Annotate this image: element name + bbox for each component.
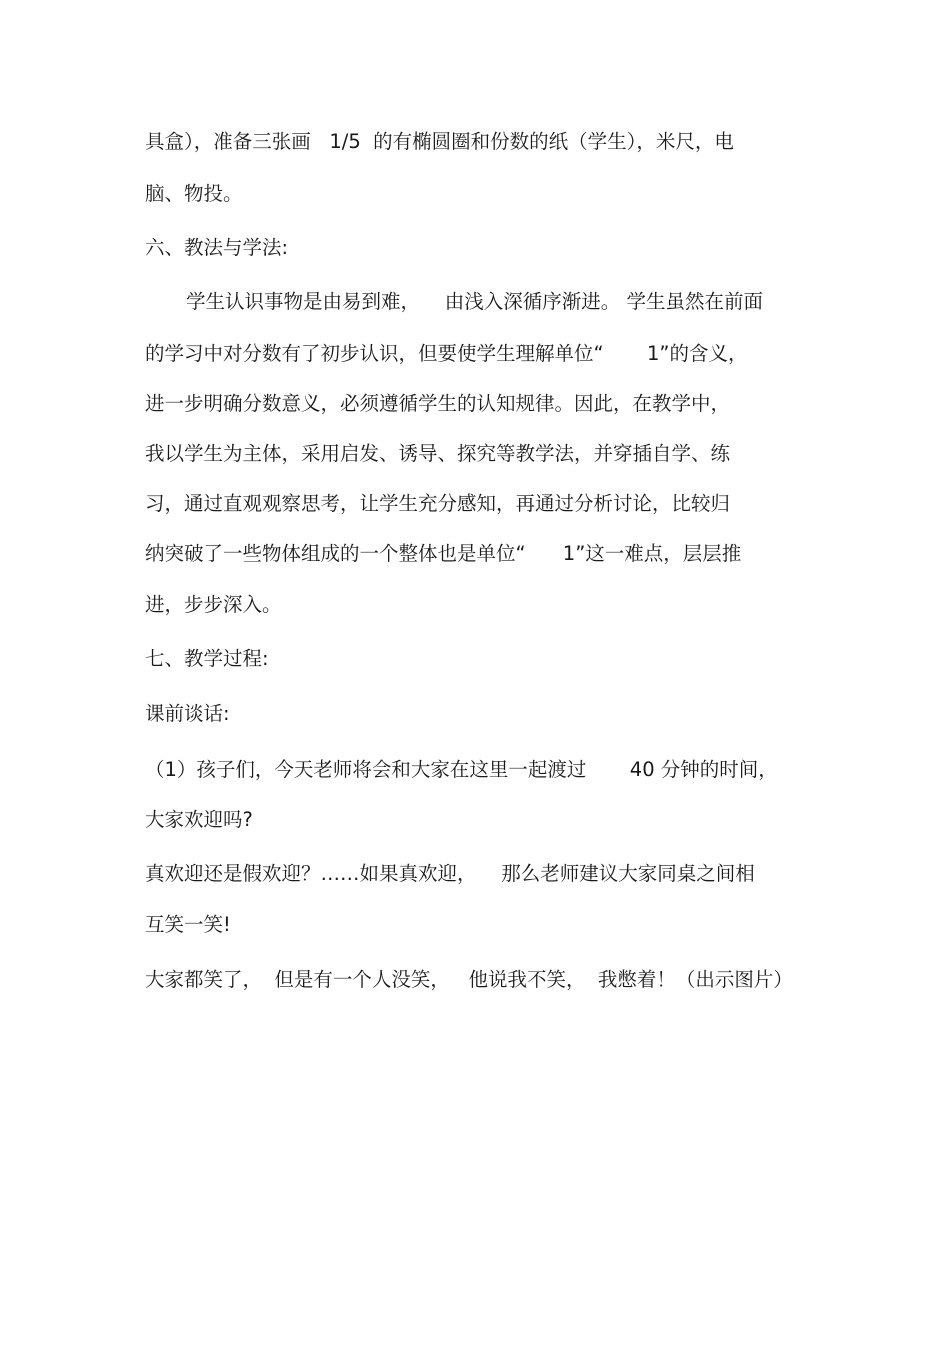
text-line: 脑、物投。 xyxy=(145,182,243,205)
subheading: 课前谈话: xyxy=(145,702,230,725)
paragraph-line: 学生认识事物是由易到难， 由浅入深循序渐进。 学生虽然在前面 xyxy=(186,290,763,313)
section-heading: 七、教学过程: xyxy=(145,647,269,670)
paragraph-line: 进，步步深入。 xyxy=(145,593,282,616)
paragraph-line: 大家都笑了， 但是有一个人没笑， 他说我不笑， 我憋着！（出示图片） xyxy=(145,968,793,991)
paragraph-line: 的学习中对分数有了初步认识，但要使学生理解单位“ 1”的含义， xyxy=(145,342,748,365)
text-line: 具盒），准备三张画 1/5 的有椭圆圈和份数的纸（学生），米尺，电 xyxy=(145,130,734,153)
section-heading: 六、教法与学法: xyxy=(145,236,289,259)
paragraph-line: 进一步明确分数意义，必须遵循学生的认知规律。因此，在教学中， xyxy=(145,392,731,415)
paragraph-line: 大家欢迎吗? xyxy=(145,808,253,831)
paragraph-line: 纳突破了一些物体组成的一个整体也是单位“ 1”这一难点，层层推 xyxy=(145,542,742,565)
paragraph-line: 真欢迎还是假欢迎？……如果真欢迎， 那么老师建议大家同桌之间相 xyxy=(145,862,755,885)
paragraph-line: 互笑一笑! xyxy=(145,913,231,936)
paragraph-line: 习，通过直观观察思考，让学生充分感知，再通过分析讨论，比较归 xyxy=(145,492,731,515)
paragraph-line: 我以学生为主体，采用启发、诱导、探究等教学法，并穿插自学、练 xyxy=(145,442,731,465)
paragraph-line: （1）孩子们，今天老师将会和大家在这里一起渡过 40 分钟的时间， xyxy=(145,758,778,781)
